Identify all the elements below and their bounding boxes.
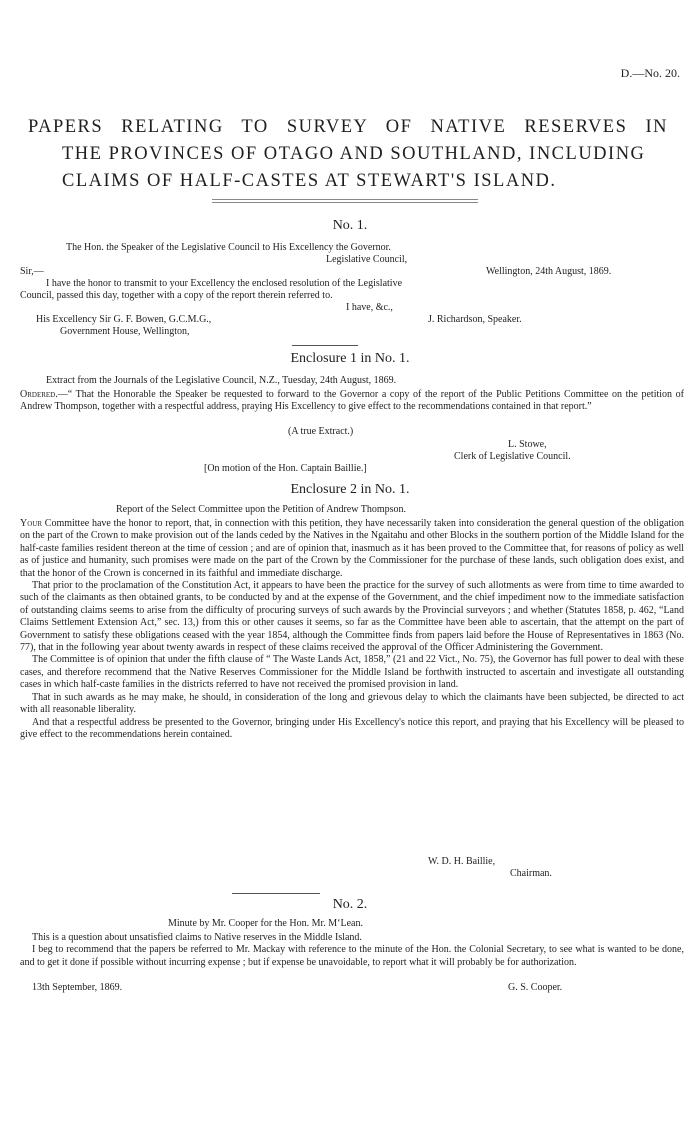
report-paragraph-3: The Committee is of opinion that under the fifth clause of “ The Waste Lands Act, 1858,” (21 and 22 Vict., No. 75), the Governor has full power to deal with these cases, and therefore recommend that the Native Reserves Commissioner for the Middle Island be forthwith instructed to ascertain and investigate all outstanding cases in which half-caste families in the districts referred to have not received the promised provision in land. [20,654,684,691]
no1-from-line [66,242,391,254]
report-paragraph-2: That prior to the proclamation of the Constitution Act, it appears to have been the practice for the survey of such allotments as were from time to time awarded to such of the claimants as then obtained grants, to be conducted by and at the expense of the Government, and the chief impediment now to the immediate satisfaction of outstanding claims seems to arise from the difficulty of procuring surveys of such awards by the Provincial surveyors ; and whether (Statutes 1858, p. 462, “Land Claims Settlement Extension Act,” sec. 13,) from this or other causes it seems, so far as the Committee have been able to ascertain, that the attempt on the part of Government to satisfy these obligations ceased with the year 1854, although the Committee finds from papers laid before the House of Representatives in 1863 (No. 77), that in the following year about twenty awards in respect of these claims received the approval of the Officer Administering the Government. [20,580,684,654]
no1-from: The Hon. the Speaker of the Legislative Council to His Excellency the Governor. [66,242,391,253]
no1-addressee2: Government House, Wellington, [60,326,190,337]
report-paragraph-5: And that a respectful address be presented to the Governor, bringing under His Excellency's notice this report, and praying that his Excellency will be pleased to give effect to the recommendations herein contained. [20,716,684,740]
enclosure2-signer-title: Chairman. [510,868,552,879]
ordered-text: —“ That the Honorable the Speaker be requested to forward to the Governor a copy of the report of the Public Petitions Committee on the petition of Andrew Thompson, together with a respectful address, praying His Excellency to give effect to the recommendations contained in that report.” [20,389,684,413]
enclosure1-signer-title: Clerk of Legislative Council. [454,451,571,462]
no1-closing: I have, &c., [346,302,393,313]
no2-body [20,932,684,969]
no1-addressee1: His Excellency Sir G. F. Bowen, G.C.M.G., [36,314,212,325]
title-line-1: PAPERS RELATING TO SURVEY OF NATIVE RESERVES IN [28,117,668,137]
report-paragraph-4: That in such awards as he may make, he should, in consideration of the long and grievous delay to which the claimants have been subjected, be directed to act with all reasonable liberality. [20,691,684,716]
no2-paragraph-2: I beg to recommend that the papers be referred to Mr. Mackay with reference to the minute of the Hon. the Colonial Secretary, to see what is wanted to be done, and to get it done if possible without incurring expense ; but if expense be unavoidable, to report what it will probably be for authorization. [20,944,684,968]
title-double-rule [212,199,478,203]
no2-date: 13th September, 1869. [32,982,123,993]
no1-heading: No. 1. [332,218,368,233]
enclosure2-heading: Enclosure 2 in No. 1. [290,482,410,497]
no2-subheading: Minute by Mr. Cooper for the Hon. Mr. M‘Lean. [168,918,363,929]
report-lead-word: Your [20,518,43,529]
enclosure2-report-body [20,518,684,741]
enclosure1-signer: L. Stowe, [508,439,547,450]
enclosure1-motion: [On motion of the Hon. Captain Baillie.] [204,463,367,474]
no1-signature: J. Richardson, Speaker. [428,314,522,325]
no1-address2: Wellington, 24th August, 1869. [486,266,612,277]
enclosure1-heading: Enclosure 1 in No. 1. [290,351,410,366]
enclosure2-signer: W. D. H. Baillie, [428,856,496,867]
enclosure1-true-extract: (A true Extract.) [288,426,354,437]
title-line-3: CLAIMS OF HALF-CASTES AT STEWART'S ISLAND. [62,171,557,191]
ordered-label: Ordered. [20,389,58,400]
section-rule [292,345,358,346]
no1-salutation: Sir,— [20,266,44,277]
no1-body-line2: Council, passed this day, together with a copy of the report therein referred to. [20,290,333,301]
page-reference: D.—No. 20. [620,66,680,80]
no1-address1: Legislative Council, [326,254,408,265]
no2-paragraph-1: This is a question about unsatisfied claims to Native reserves in the Middle Island. [32,932,362,943]
no2-heading: No. 2. [332,897,368,912]
document-title [28,114,668,195]
enclosure1-ordered-paragraph [20,389,684,414]
report-paragraph-1 [20,518,684,580]
no1-body-line1: I have the honor to transmit to your Excellency the enclosed resolution of the Legislative [46,278,403,289]
report-paragraph-1-text: Committee have the honor to report, that, in connection with this petition, they have necessarily taken into consideration the general question of the obligation on the part of the Crown to make provision out of the lands ceded by the Natives in the Ngaitahu and other Blocks in the southern portion of the Middle Island for the half-caste families resident thereon at the time of cession ; and are of opinion that, inasmuch as it has been proved to the Committee that, for reasons of policy as well as of justice and humanity, such promises were made on the part of the Crown by the Commissioner for the purchase of these lands, such obligation does exist, and that the honor of the Crown is concerned in its faithful and immediate discharge. [20,518,684,579]
section-rule-2 [232,893,320,894]
enclosure2-subheading: Report of the Select Committee upon the Petition of Andrew Thompson. [116,504,407,515]
no2-signature: G. S. Cooper. [508,982,563,993]
enclosure1-extract: Extract from the Journals of the Legislative Council, N.Z., Tuesday, 24th August, 1869. [46,375,397,386]
title-line-2: THE PROVINCES OF OTAGO AND SOUTHLAND, INCLUDING [62,144,646,164]
